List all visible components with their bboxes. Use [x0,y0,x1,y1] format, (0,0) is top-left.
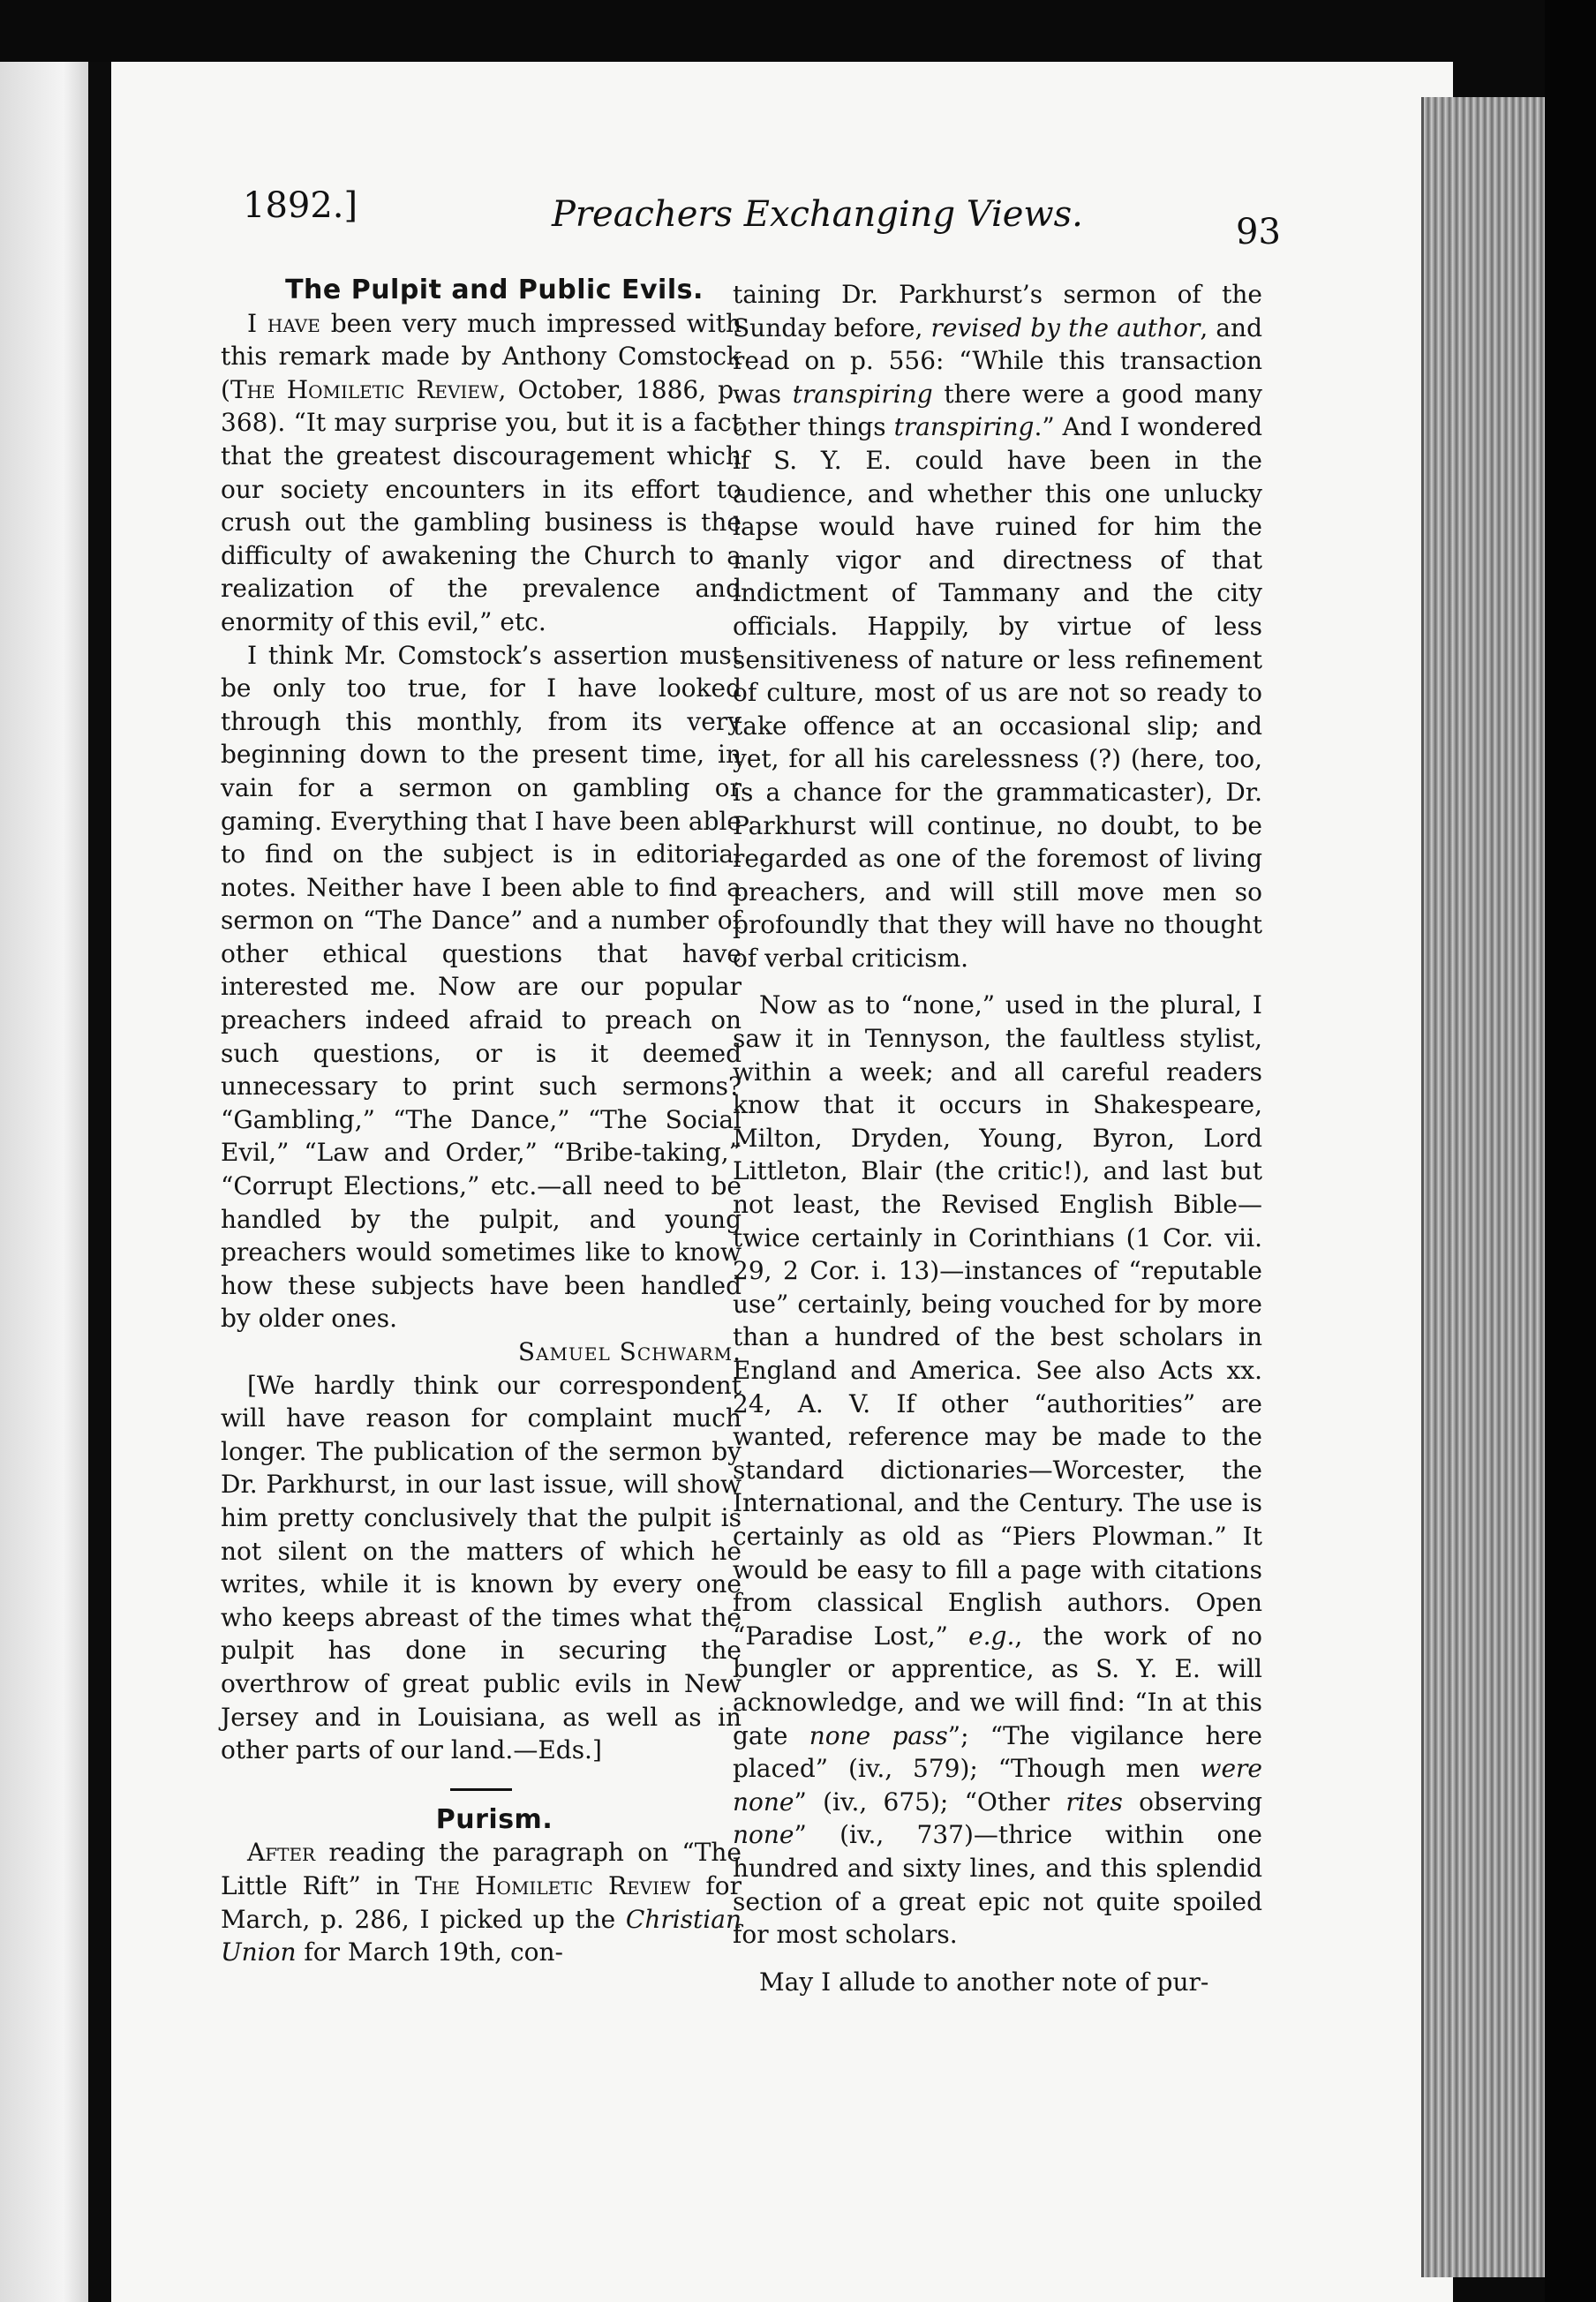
journal-name: The Homiletic Review [415,1870,691,1900]
text-run: reading the paragraph on “The Little Rift” in [221,1838,742,1900]
newspaper-name: Christian Union [221,1904,742,1967]
italic-text: e.g. [968,1621,1015,1651]
text-run: for March, p. 286, I picked up the [221,1870,742,1934]
text-run: , October, 1886, p. 368). “It may surprise you, but it is a fact that the greatest discouragement which our society encounters in its effort to crush out the gambling business is the difficulty of awakening the Church to a realization of the prevalence and enormity of this evil,” etc. [221,374,742,636]
page-stack-edge [1421,97,1547,2277]
lead-word: I have [247,308,320,338]
text-run: observing [1139,1787,1262,1817]
paragraph [733,989,1262,1951]
italic-text: none [733,1820,794,1850]
signature: Samuel Schwarm. [517,1337,742,1366]
right-column [733,278,1262,1998]
text-run: for March 19th, con- [304,1937,564,1967]
paragraph-gap [733,974,1262,989]
text-run: .” And I wondered if S. Y. E. could have been in the audience, and whether this one unlucky lapse would have ruined for him the manly vigor and directness of that indictment of Tammany and the city officials. Happily, by virtue of less sensitiveness of nature or less refinement of culture, most of us are not so ready to take offence at an occasional slip; and yet, for all his carelessness (?) (here, too, is a chance for the grammaticaster), Dr. Parkhurst will continue, no doubt, to be regarded as one of the foremost of living preachers, and will still move men so profoundly that they will have no thought of verbal criticism. [733,412,1262,973]
background-right [1545,0,1596,2302]
italic-text: none pass [809,1720,948,1750]
article-heading-purism: Purism. [435,1803,553,1835]
running-title: Preachers Exchanging Views. [552,194,1083,235]
italic-text: revised by the author [930,312,1201,342]
text-run: , and read on p. 556: “While this transaction was [733,312,1263,409]
article-heading-pulpit: The Pulpit and Public Evils. [285,275,704,305]
section-divider [450,1788,512,1791]
paragraph [221,307,742,639]
italic-text: rites [1065,1787,1123,1817]
text-run: Now as to “none,” used in the plural, I saw it in Tennyson, the faultless stylist, within a week; and all careful readers know that it occurs in Shakespeare, Milton, Dryden, Young, Byron, Lord Littleton, Blair (the critic!), and last but not least, the Revised English Bible—twice certainly in Corinthians (1 Cor. vii. 29, 2 Cor. i. 13)—instances of “reputable use” certainly, being vouched for by more than a hundred of the best scholars in England and America. See also Acts xx. 24, A. V. If other “authorities” are wanted, reference may be made to the standard dictionaries—Worcester, the International, and the Century. The use is certainly as old as “Piers Plowman.” It would be easy to fill a page with citations from classical English authors. Open “Paradise Lost,” [733,990,1262,1651]
text-run: ” (iv., 675); “Other [794,1787,1050,1817]
lead-word: After [247,1838,316,1868]
text-run: , the work of no bungler or apprentice, as S. Y. E. will acknowledge, and we will find: “In at this gate [733,1621,1262,1750]
page-number: 93 [1236,212,1281,252]
text-run: been very much impressed with this remark made by Anthony Comstock ( [221,308,742,404]
italic-text: transpiring [893,412,1035,442]
italic-text: transpiring [792,379,933,409]
text-run: there were a good many other things [733,379,1262,442]
paragraph: May I allude to another note of pur- [759,1967,1209,1997]
header-year: 1892.] [243,185,358,226]
book-binding [88,62,111,2302]
paragraph [221,1836,742,1968]
italic-text: were none [733,1754,1262,1817]
journal-name: The Homiletic Review [230,374,499,404]
text-run: ”; “The vigilance here placed” (iv., 579); “Though men [733,1720,1263,1784]
editor-note: [We hardly think our correspondent will have reason for complaint much longer. The publication of the sermon by Dr. Parkhurst, in our last issue, will show him pretty conclusively that the pulpit is not silent on the matters of which he writes, while it is known by every one who keeps abreast of the times what the pulpit has done in securing the overthrow of great public evils in New Jersey and in Louisiana, as well as in other parts of our land.—Eds.] [221,1370,742,1765]
left-column [221,274,742,1969]
text-run: taining Dr. Parkhurst’s sermon of the Sunday before, [733,280,1262,342]
paragraph-gap [733,1952,1262,1966]
text-run: ” (iv., 737)—thrice within one hundred and sixty lines, and this splendid section of a great epic not quite spoiled for most scholars. [733,1820,1262,1950]
paragraph: I think Mr. Comstock’s assertion must be only too true, for I have looked through this monthly, from its very beginning down to the present time, in vain for a sermon on gambling or gaming. Everything that I have been able to find on the subject is in editorial notes. Neither have I been able to find a sermon on “The Dance” and a number of other ethical questions that have interested me. Now are our popular preachers indeed afraid to preach on such questions, or is it deemed unnecessary to print such sermons? “Gambling,” “The Dance,” “The Social Evil,” “Law and Order,” “Bribe-taking,” “Corrupt Elections,” etc.—all need to be handled by the pulpit, and young preachers would sometimes like to know how these subjects have been handled by older ones. [221,640,742,1334]
paragraph [733,278,1262,974]
